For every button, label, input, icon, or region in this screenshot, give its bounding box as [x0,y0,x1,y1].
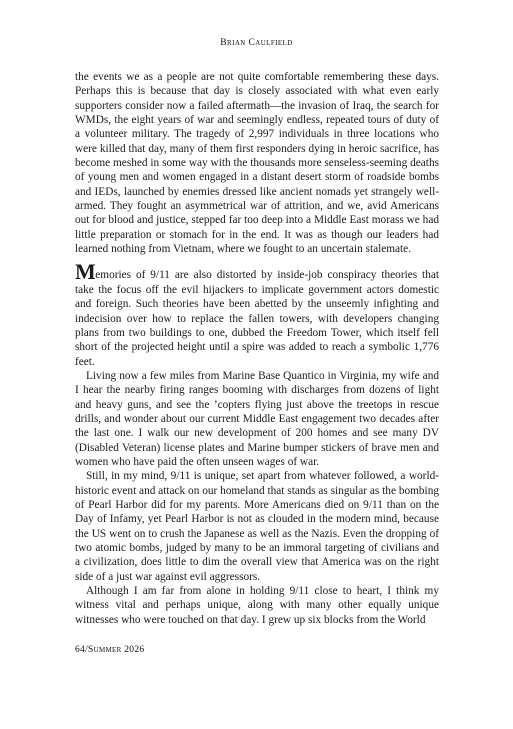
paragraph-2-text: emories of 9/11 are also distorted by inside-job conspiracy theories that take the focus off the evil hijackers to implicate government actors domestic and foreign. Such theories have been abetted by the unseemly infighting and indecision over how to replace the fallen towers, with developers changing plans from two buildings to one, dubbed the Freedom Tower, which itself fell short of the projected height until a spire was added to reach a symbolic 1,776 feet. [75,269,439,368]
paragraph-3: Living now a few miles from Marine Base Quantico in Virginia, my wife and I hear the nearby firing ranges booming with discharges from dozens of light and heavy guns, and see the ’copters flying just above the treetops in rescue drills, and wonder about our current Middle East engagement two decades after the last one. I walk our new development of 200 homes and see many DV (Disabled Veteran) license plates and Marine bumper stickers of brave men and women who have paid the often unseen wages of war. [75,369,439,468]
article-body [75,70,439,627]
paragraph-4: Still, in my mind, 9/11 is unique, set apart from whatever followed, a world-historic event and attack on our homeland that stands as singular as the bombing of Pearl Harbor did for my parents. More Americans died on 9/11 than on the Day of Infamy, yet Pearl Harbor is not as clouded in the modern mind, because the US went on to crush the Japanese as well as the Nazis. Even the dropping of two atomic bombs, judged by many to be an immoral targeting of civilians and a civilization, does little to dim the overall view that America was on the right side of a just war against evil aggressors. [75,470,439,583]
paragraph-1: the events we as a people are not quite comfortable remembering these days. Perhaps this is because that day is closely associated with what even early supporters consider now a failed aftermath—the invasion of Iraq, the search for WMDs, the eight years of war and seemingly endless, repeated tours of duty of a volunteer military. The tragedy of 2,997 individuals in three locations who were killed that day, many of them first responders dying in heroic sacrifice, has become meshed in some way with the thousands more senseless-seeming deaths of young men and women engaged in a distant desert storm of roadside bombs and IEDs, launched by enemies dressed like ancient nomads yet strangely well-armed. They fought an asymmetrical war of attrition, and we, avid Americans out for blood and justice, stepped far too deep into a Middle East morass we had little preparation or stomach for in the end. It was as though our leaders had learned nothing from Vietnam, where we fought to an uncertain stalemate. [75,71,439,256]
running-head: Brian Caulfield [220,38,293,48]
paragraph-2 [75,259,439,368]
page-footer-folio: 64/Summer 2026 [75,645,145,655]
drop-cap: M [75,259,96,285]
paragraph-5: Although I am far from alone in holding 9/11 close to heart, I think my witness vital and perhaps unique, along with many other equally unique witnesses who were touched on that day. I grew up six blocks from the World [75,585,439,626]
